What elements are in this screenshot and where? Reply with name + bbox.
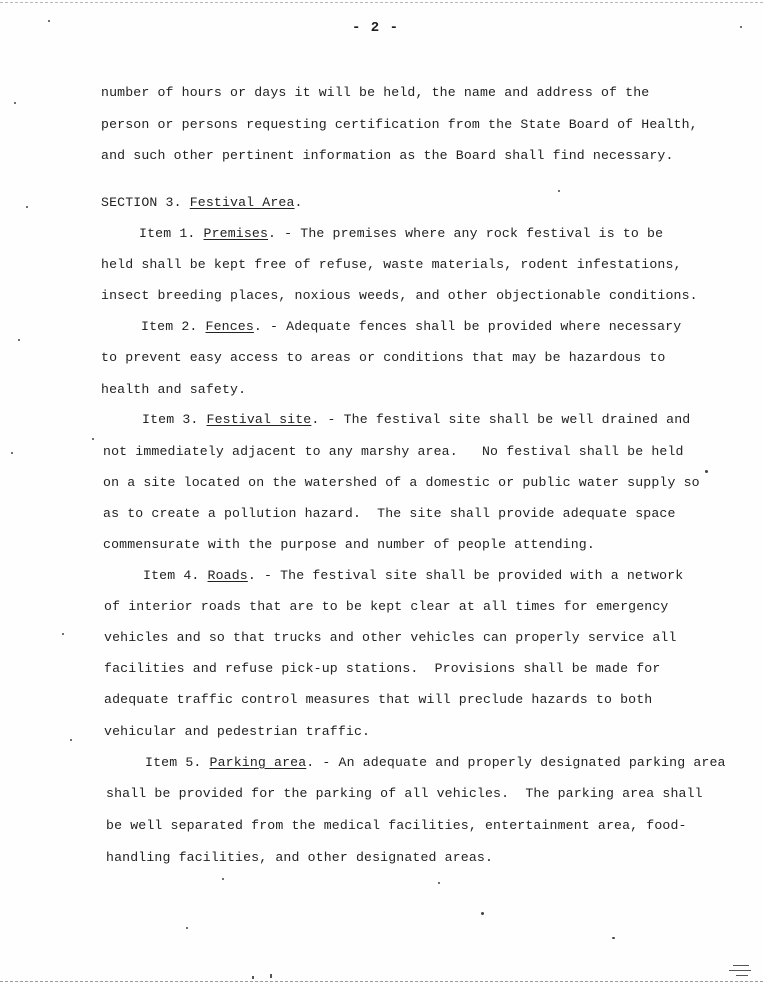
- scan-mark: [729, 970, 751, 971]
- item-2-line: to prevent easy access to areas or conditions that may be hazardous to: [101, 350, 666, 365]
- section-prefix: SECTION 3.: [101, 195, 190, 210]
- item-5-title: Parking area: [209, 755, 307, 770]
- scan-mark: [252, 976, 254, 979]
- item-1-line: held shall be kept free of refuse, waste materials, rodent infestations,: [101, 257, 682, 272]
- scan-speck: [705, 470, 708, 473]
- scan-speck: [18, 339, 20, 341]
- item-5-first-line: [145, 755, 726, 771]
- scan-mark: [736, 975, 748, 976]
- item-4-text: . - The festival site shall be provided with a network: [247, 568, 684, 583]
- item-3-title: Festival site: [206, 412, 312, 427]
- item-2-first-line: [141, 319, 681, 335]
- section-suffix: .: [294, 195, 303, 210]
- item-1-label: Item 1.: [139, 226, 204, 241]
- scan-speck: [558, 190, 560, 192]
- scan-speck: [62, 633, 64, 635]
- intro-line: and such other pertinent information as the Board shall find necessary.: [101, 148, 674, 163]
- page-number: - 2 -: [352, 20, 400, 36]
- item-5-text: . - An adequate and properly designated parking area: [306, 755, 726, 770]
- item-3-line: commensurate with the purpose and number of people attending.: [103, 537, 595, 552]
- scan-speck: [222, 878, 224, 880]
- scan-speck: [48, 20, 50, 22]
- item-3-line: as to create a pollution hazard. The site shall provide adequate space: [103, 506, 676, 521]
- scan-speck: [612, 937, 615, 939]
- item-4-line: vehicles and so that trucks and other vehicles can properly service all: [104, 630, 677, 645]
- item-1-text: . - The premises where any rock festival is to be: [268, 226, 664, 241]
- item-4-label: Item 4.: [143, 568, 208, 583]
- section-title: Festival Area: [189, 195, 295, 210]
- intro-line: person or persons requesting certification from the State Board of Health,: [101, 117, 698, 132]
- item-3-line: on a site located on the watershed of a domestic or public water supply so: [103, 475, 700, 490]
- item-1-title: Premises: [203, 226, 269, 241]
- scan-speck: [14, 102, 16, 104]
- item-2-label: Item 2.: [141, 319, 206, 334]
- item-4-line: adequate traffic control measures that will preclude hazards to both: [104, 692, 653, 707]
- intro-line: number of hours or days it will be held, the name and address of the: [101, 85, 650, 100]
- item-2-title: Fences: [205, 319, 254, 334]
- scan-speck: [92, 438, 94, 440]
- item-1-first-line: [139, 226, 663, 242]
- item-3-label: Item 3.: [142, 412, 207, 427]
- scan-speck: [11, 452, 13, 454]
- top-border: [0, 2, 763, 3]
- item-4-line: of interior roads that are to be kept clear at all times for emergency: [104, 599, 669, 614]
- item-5-line: handling facilities, and other designated areas.: [106, 850, 494, 865]
- item-5-line: be well separated from the medical facilities, entertainment area, food-: [106, 818, 687, 833]
- scan-speck: [438, 882, 440, 884]
- scan-mark: [733, 965, 749, 966]
- item-4-title: Roads: [207, 568, 248, 583]
- bottom-border: [0, 981, 763, 982]
- item-4-first-line: [143, 568, 683, 584]
- item-5-line: shall be provided for the parking of all vehicles. The parking area shall: [106, 786, 703, 801]
- item-1-line: insect breeding places, noxious weeds, and other objectionable conditions.: [101, 288, 698, 303]
- item-2-text: . - Adequate fences shall be provided where necessary: [253, 319, 682, 334]
- item-4-line: facilities and refuse pick-up stations. Provisions shall be made for: [104, 661, 661, 676]
- scan-speck: [26, 206, 28, 208]
- scan-mark: [270, 974, 272, 978]
- scan-speck: [186, 927, 188, 929]
- item-3-first-line: [142, 412, 690, 428]
- scan-speck: [481, 912, 484, 915]
- item-3-text: . - The festival site shall be well drained and: [311, 412, 691, 427]
- scan-speck: [70, 739, 72, 741]
- scan-speck: [740, 26, 742, 28]
- item-4-line: vehicular and pedestrian traffic.: [104, 724, 371, 739]
- item-3-line: not immediately adjacent to any marshy area. No festival shall be held: [103, 444, 684, 459]
- item-5-label: Item 5.: [145, 755, 210, 770]
- section-heading: [101, 195, 303, 211]
- item-2-line: health and safety.: [101, 382, 247, 397]
